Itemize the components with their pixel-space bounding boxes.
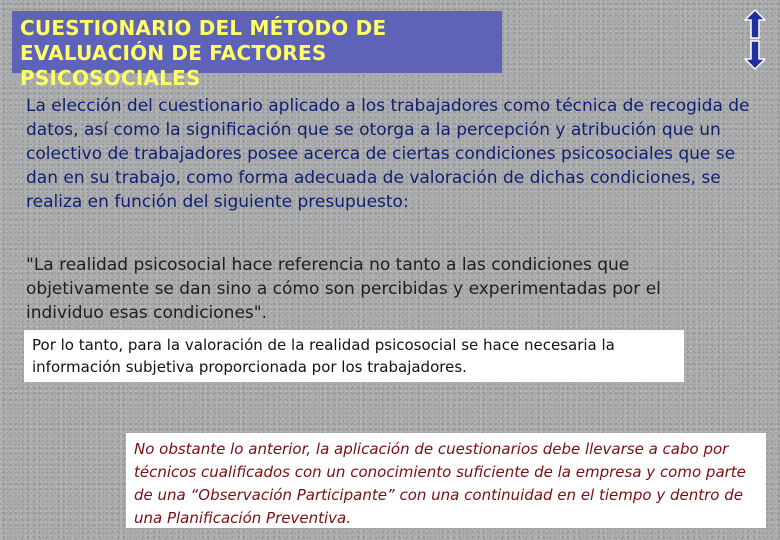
quote-paragraph: "La realidad psicosocial hace referencia no tanto a las condiciones que objetivamente se dan sino a cómo son percibidas y experimentadas por el individuo esas condiciones". bbox=[26, 255, 661, 323]
arrow-down-icon[interactable] bbox=[744, 40, 766, 70]
warning-text: No obstante lo anterior, la aplicación de cuestionarios debe llevarse a cabo por técnicos cualificados con un conocimiento suficiente de la empresa y como parte de una “Observación Participante” con una continuidad en el tiempo y dentro de una Planificación Preventiva. bbox=[134, 440, 746, 527]
page-title: CUESTIONARIO DEL MÉTODO DE EVALUACIÓN DE FACTORES PSICOSOCIALES bbox=[20, 16, 387, 90]
title-banner bbox=[12, 11, 502, 90]
intro-paragraph: La elección del cuestionario aplicado a los trabajadores como técnica de recogida de datos, así como la significación que se otorga a la percepción y atribución que un colectivo de trabajadores posee acerca de ciertas condiciones psicosociales que se dan en su trabajo, como forma adecuada de valoración de dichas condiciones, se realiza en función del siguiente presupuesto: bbox=[26, 96, 750, 212]
arrow-up-icon[interactable] bbox=[744, 9, 766, 39]
warning-box bbox=[126, 433, 766, 528]
navigation-arrows bbox=[744, 9, 766, 71]
note-text: Por lo tanto, para la valoración de la realidad psicosocial se hace necesaria la información subjetiva proporcionada por los trabajadores. bbox=[32, 336, 615, 376]
note-box bbox=[24, 330, 684, 382]
